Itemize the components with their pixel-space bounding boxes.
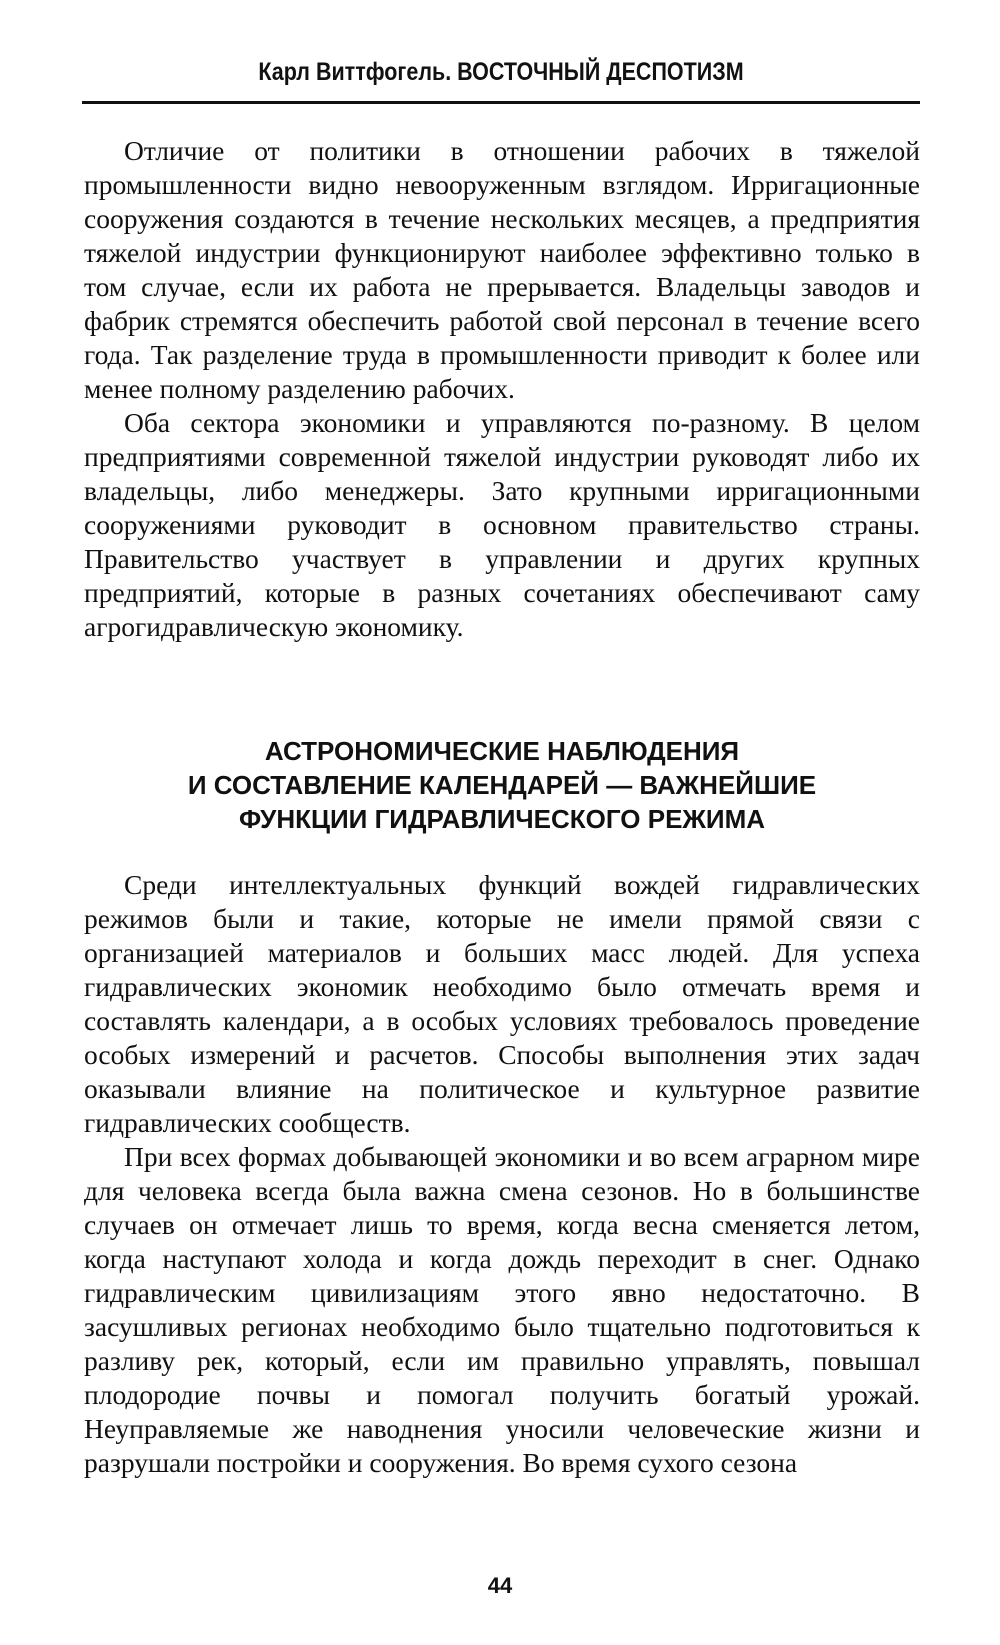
- paragraph: При всех формах добывающей экономики и во всем аграрном мире для человека всегда была важна смена сезонов. Но в большинстве случаев он отмечает лишь то время, когда весна сменяется летом, когда наступают холода и когда дождь переходит в снег. Однако гидравлическим цивилизациям этого явно недостаточно. В засушливых регионах необходимо было тщательно подготовиться к разливу рек, который, если им правильно управлять, повышал плодородие почвы и помогал получить богатый урожай. Неуправляемые же наводнения уносили человеческие жизни и разрушали постройки и сооружения. Во время сухого сезона: [84, 1141, 920, 1478]
- paragraph: Оба сектора экономики и управляются по-разному. В целом предприятиями современной тяжелой индустрии руководят либо их владельцы, либо менеджеры. Зато крупными ирригационными сооружениями руководит в основном правительство страны. Правительство участвует в управлении и других крупных предприятий, которые в разных сочетаниях обеспечивают саму агрогидравлическую экономику.: [84, 407, 920, 642]
- paragraph: Среди интеллектуальных функций вождей гидравлических режимов были и такие, которые не имели прямой связи с организацией материалов и больших масс людей. Для успеха гидравлических экономик необходимо было отмечать время и составлять календари, а в особых условиях требовалось проведение особых измерений и расчетов. Способы выполнения этих задач оказывали влияние на политическое и культурное развитие гидравлических сообществ.: [84, 869, 920, 1138]
- text-block-top: [84, 134, 920, 644]
- running-head: Карл Виттфогель. ВОСТОЧНЫЙ ДЕСПОТИЗМ: [258, 58, 744, 86]
- section-heading-line: АСТРОНОМИЧЕСКИЕ НАБЛЮДЕНИЯ: [264, 736, 740, 766]
- header-rule: [82, 101, 920, 104]
- page-number: 44: [487, 1573, 513, 1598]
- section-heading-line: И СОСТАВЛЕНИЕ КАЛЕНДАРЕЙ — ВАЖНЕЙШИЕ: [187, 770, 817, 800]
- text-block-bottom: [84, 868, 920, 1480]
- section-heading: [84, 734, 920, 836]
- paragraph: Отличие от политики в отношении рабочих в тяжелой промышленности видно невооруженным взглядом. Ирригационные сооружения создаются в течение нескольких месяцев, а предприятия тяжелой индустрии функционируют наиболее эффективно только в том случае, если их работа не прерывается. Владельцы заводов и фабрик стремятся обеспечить работой свой персонал в течение всего года. Так разделение труда в промышленности приводит к более или менее полному разделению рабочих.: [84, 135, 920, 404]
- section-heading-line: ФУНКЦИИ ГИДРАВЛИЧЕСКОГО РЕЖИМА: [238, 804, 766, 834]
